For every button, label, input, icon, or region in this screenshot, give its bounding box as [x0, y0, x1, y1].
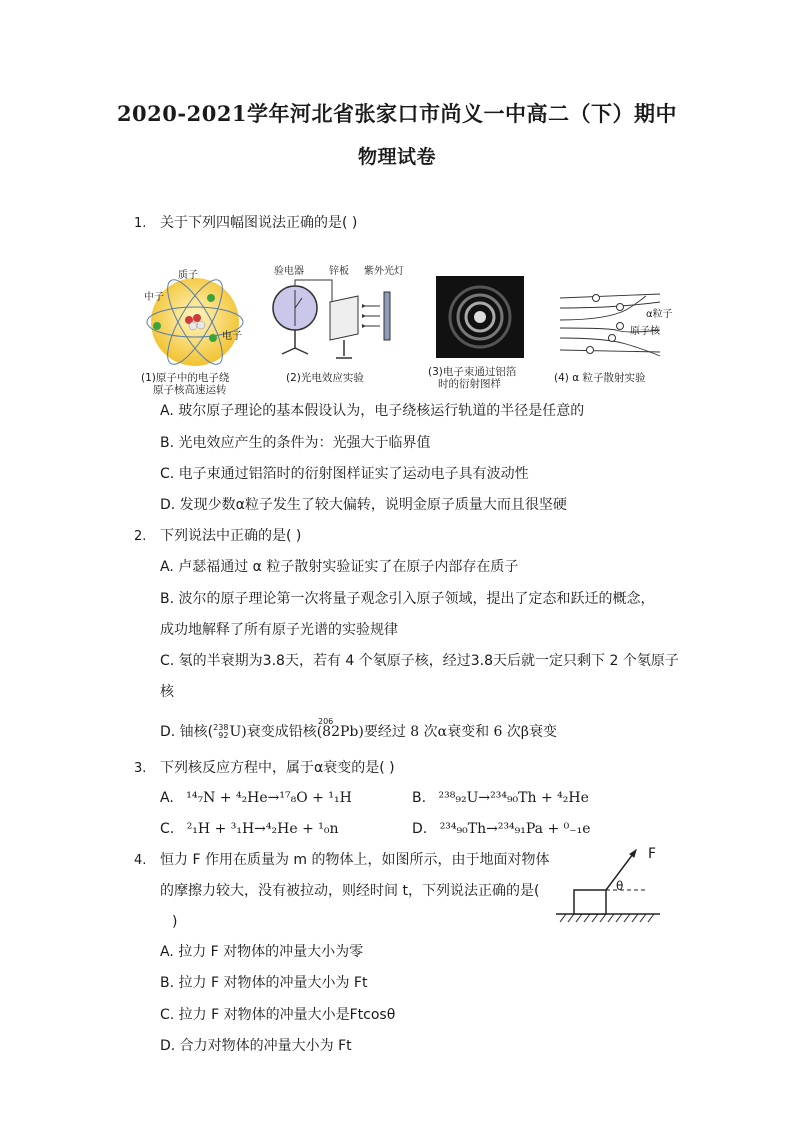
option-c-letter: C. [160, 821, 175, 837]
question-1-option-c: C. 电子束通过铝箔时的衍射图样证实了运动电子具有波动性 [160, 466, 529, 482]
question-1-option-d: D. 发现少数α粒子发生了较大偏转，说明金原子质量大而且很坚硬 [160, 497, 567, 513]
title-line-1: 2020-2021学年河北省张家口市尚义一中高二（下）期中 [116, 101, 678, 126]
option-a-equation: ¹⁴₇N + ⁴₂He→¹⁷₈O + ¹₁H [186, 790, 352, 806]
option-d-equation: ²³⁴₉₀Th→²³⁴₉₁Pa + ⁰₋₁e [439, 821, 591, 837]
proton-label: 质子 [178, 270, 198, 281]
figure-3-caption-line1: (3)电子束通过铝箔 [428, 366, 517, 378]
question-3-option-c [160, 819, 339, 839]
question-3-option-a [160, 788, 352, 808]
figure-1-caption-line1: (1)原子中的电子绕 [141, 372, 230, 384]
uranium-atomic-number: 92 [218, 731, 229, 740]
figure-1-caption-line2: 原子核高速运转 [153, 384, 227, 396]
question-4-option-a: A. 拉力 F 对物体的冲量大小为零 [160, 944, 364, 960]
figure-2-caption: (2)光电效应实验 [286, 372, 364, 384]
force-label: F [648, 846, 657, 862]
question-2-option-a: A. 卢瑟福通过 α 粒子散射实验证实了在原子内部存在质子 [160, 559, 519, 575]
question-4-option-d: D. 合力对物体的冲量大小为 Ft [160, 1038, 352, 1054]
uranium-text: U)衰变成铅核( [229, 724, 323, 740]
question-2-option-d [160, 717, 557, 742]
question-4-stem-line1: 恒力 F 作用在质量为 m 的物体上，如图所示，由于地面对物体 [160, 852, 550, 868]
electron-label: 电子 [222, 331, 242, 342]
question-1-option-b: B. 光电效应产生的条件为：光强大于临界值 [160, 435, 431, 451]
question-2-number: 2. [134, 529, 147, 544]
question-2-option-b-line1: B. 波尔的原子理论第一次将量子观念引入原子领域，提出了定态和跃迁的概念， [160, 591, 655, 607]
question-4-number: 4. [134, 853, 147, 868]
option-d-prefix: D. 铀核( [160, 724, 214, 740]
uranium-mass-number: 238 [213, 723, 229, 732]
question-3-option-d [412, 819, 591, 839]
option-b-letter: B. [412, 790, 427, 806]
question-4-option-b: B. 拉力 F 对物体的冲量大小为 Ft [160, 975, 368, 991]
alpha-scattering-figure [556, 290, 666, 360]
question-1-number: 1. [134, 216, 147, 231]
question-3-number: 3. [134, 761, 147, 776]
lead-mass-number: 206 [318, 717, 334, 726]
nucleus-label: 原子核 [630, 326, 660, 337]
alpha-particle-label: α粒子 [646, 309, 673, 320]
photoelectric-figure [262, 278, 412, 360]
figure-3-caption-line2: 时的衍射图样 [438, 378, 501, 390]
question-4-stem-line3: ) [172, 914, 178, 930]
question-1-option-a: A. 玻尔原子理论的基本假设认为，电子绕核运行轨道的半径是任意的 [160, 403, 585, 419]
electroscope-label: 验电器 [274, 266, 304, 277]
diffraction-pattern-figure [436, 276, 524, 358]
question-3-option-b [412, 788, 589, 808]
option-c-equation: ²₁H + ³₁H→⁴₂He + ¹₀n [186, 821, 339, 837]
angle-theta-label: θ [616, 879, 624, 893]
title-line-2: 物理试卷 [357, 146, 436, 168]
question-4-stem-line2: 的摩擦力较大，没有被拉动，则经时间 t，下列说法正确的是( [160, 883, 540, 899]
uv-lamp-label: 紫外光灯 [364, 266, 404, 277]
neutron-label: 中子 [144, 292, 164, 303]
question-2-option-c-line2: 核 [160, 684, 174, 700]
lead-text: 82Pb)要经过 8 次α衰变和 6 次β衰变 [322, 724, 557, 740]
question-1-stem: 关于下列四幅图说法正确的是( ) [160, 215, 358, 231]
zinc-plate-label: 锌板 [329, 266, 349, 277]
atom-model-figure [137, 268, 245, 368]
question-2-stem: 下列说法中正确的是( ) [160, 528, 302, 544]
option-d-letter: D. [412, 821, 428, 837]
uranium-isotope-notation [213, 724, 228, 740]
option-b-equation: ²³⁸₉₂U→²³⁴₉₀Th + ⁴₂He [438, 790, 589, 806]
figure-4-caption: (4) α 粒子散射实验 [554, 372, 646, 384]
option-a-letter: A. [160, 790, 174, 806]
question-2-option-b-line2: 成功地解释了所有原子光谱的实验规律 [160, 622, 398, 638]
question-3-stem: 下列核反应方程中，属于α衰变的是( ) [160, 760, 395, 776]
question-4-option-c: C. 拉力 F 对物体的冲量大小是Ftcosθ [160, 1007, 396, 1023]
question-2-option-c-line1: C. 氡的半衰期为3.8天，若有 4 个氡原子核，经过3.8天后就一定只剩下 2 个氡原子 [160, 653, 679, 669]
